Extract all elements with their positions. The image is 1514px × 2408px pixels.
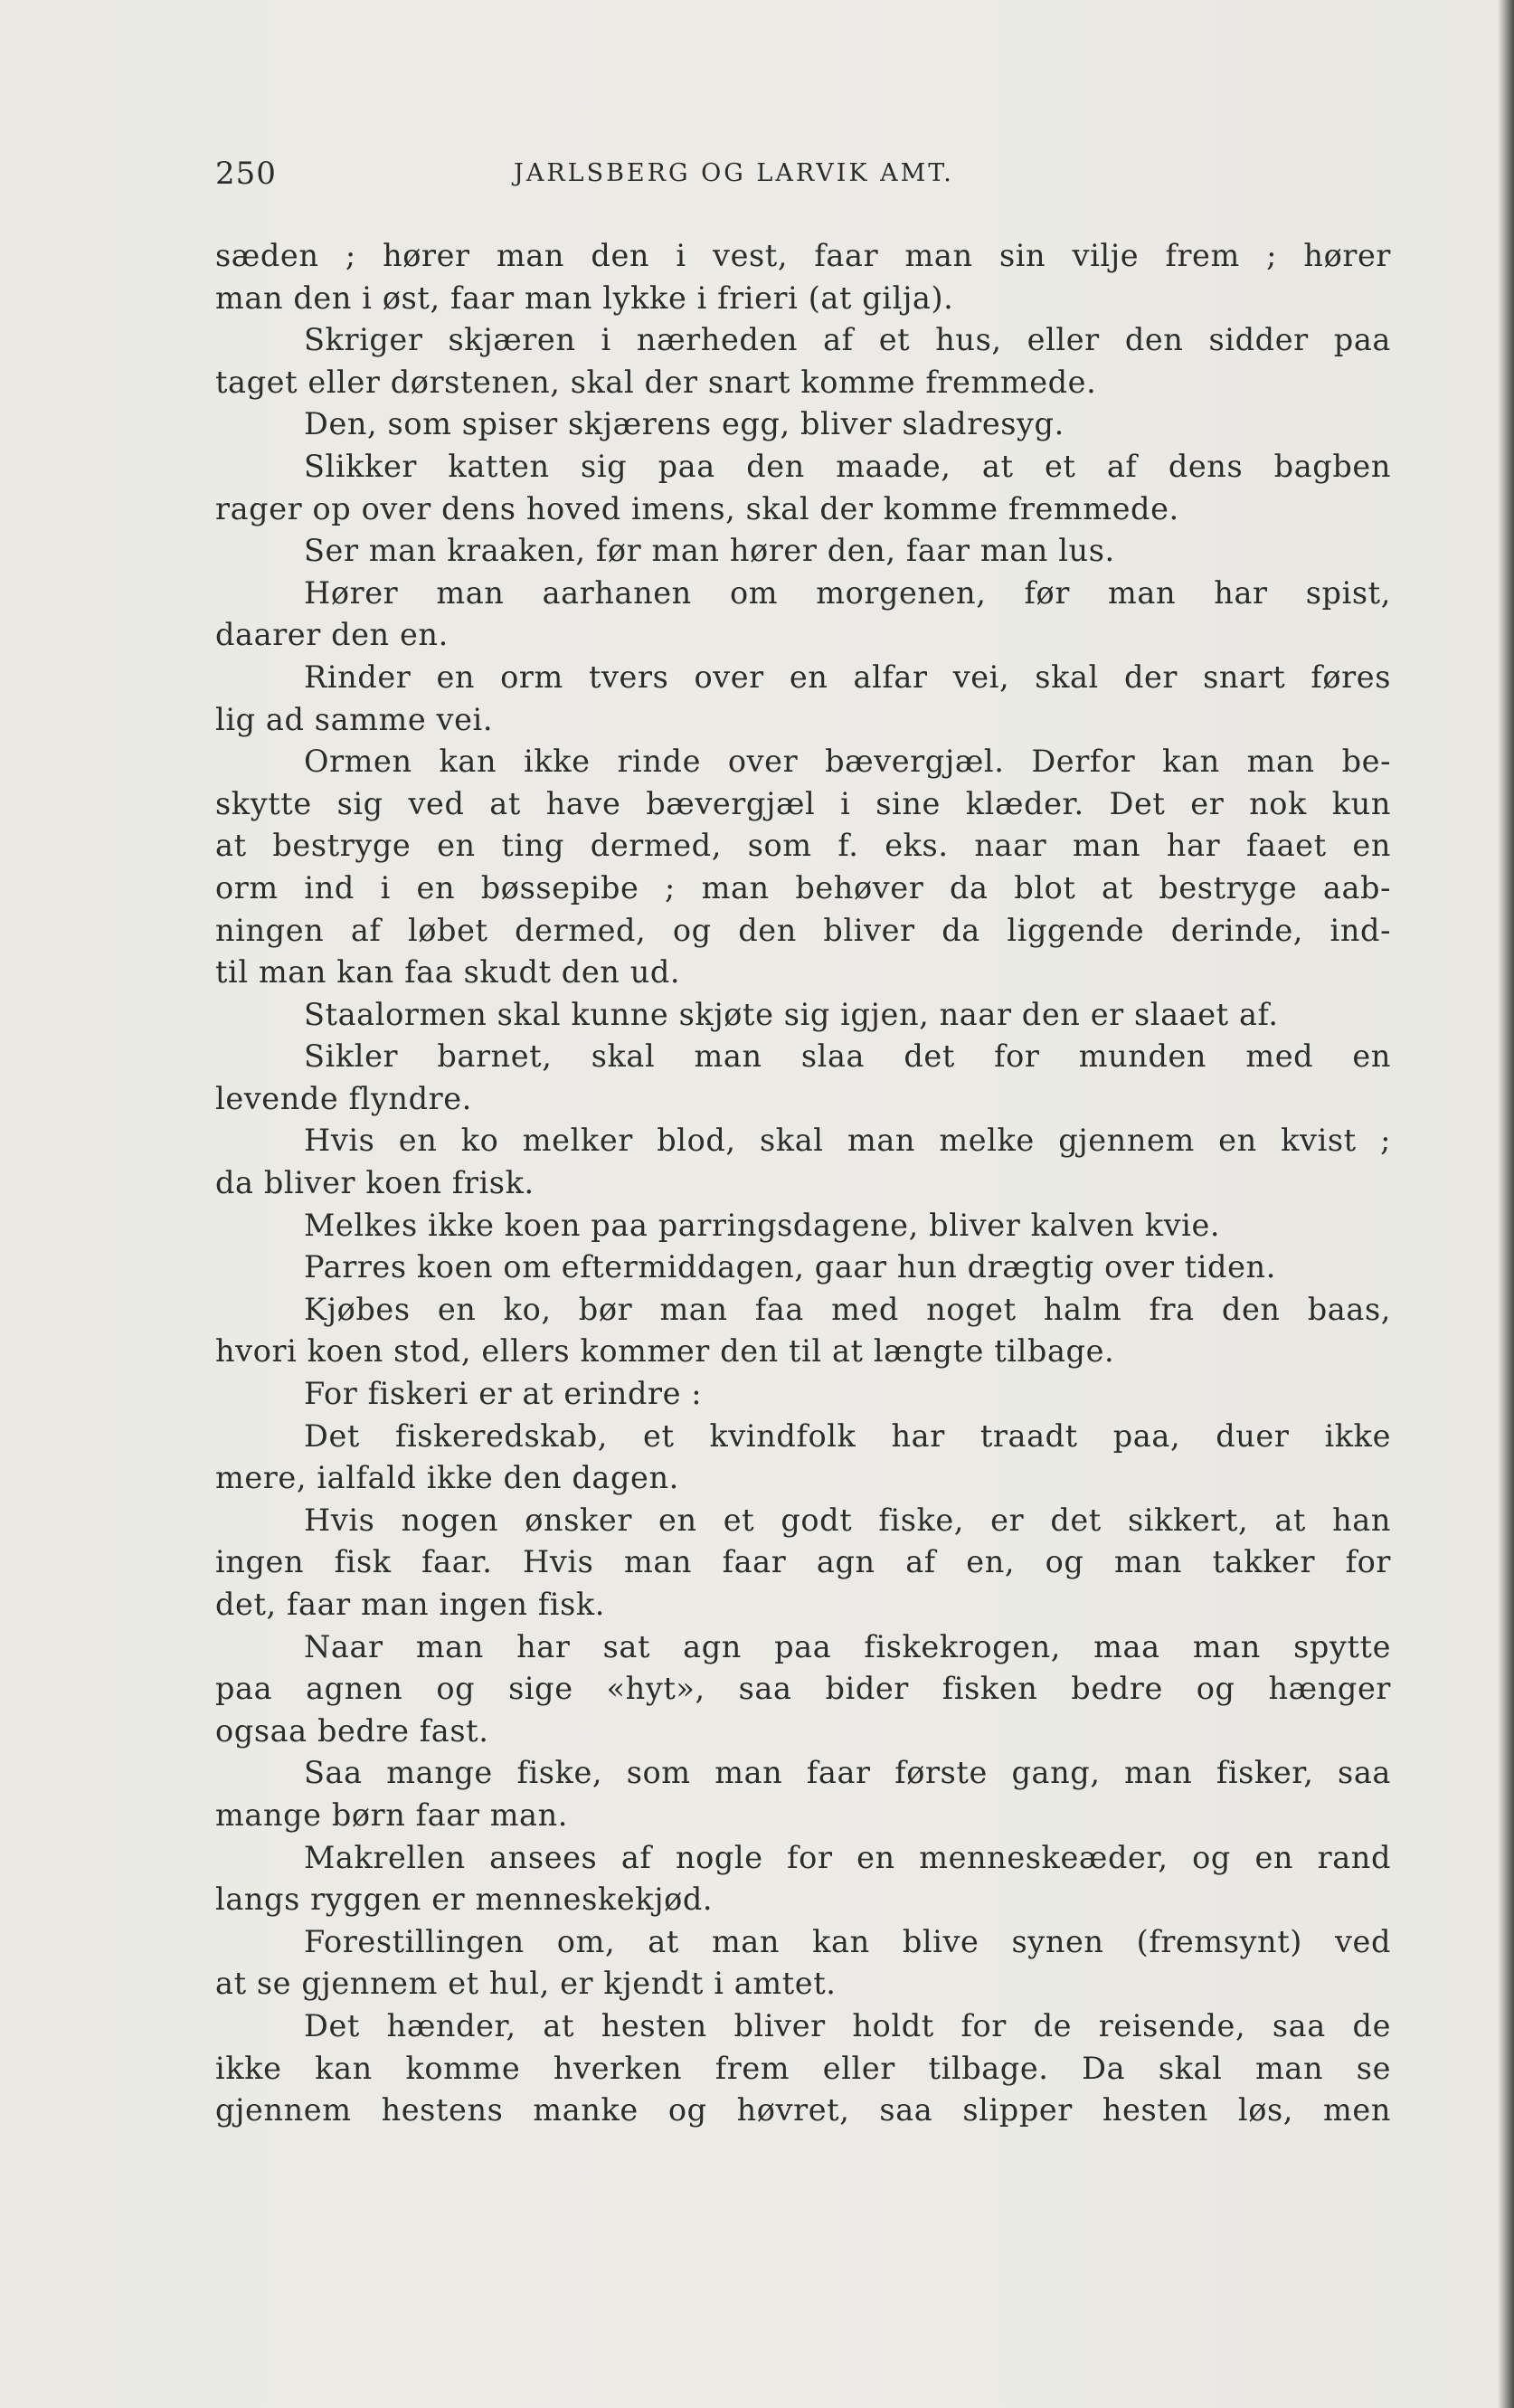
text-line: skytte sig ved at have bævergjæl i sine klæder. Det er nok kun — [215, 785, 1391, 821]
text-line: sæden ; hører man den i vest, faar man sin vilje frem ; hører — [215, 238, 1391, 273]
running-title: JARLSBERG OG LARVIK AMT. — [514, 159, 954, 187]
text-line: lig ad samme vei. — [215, 701, 494, 737]
text-line: Saa mange fiske, som man faar første gang, man fisker, saa — [304, 1755, 1391, 1791]
text-line: Hvis nogen ønsker en et godt fiske, er det sikkert, at han — [304, 1502, 1391, 1538]
text-line: ningen af løbet dermed, og den bliver da liggende derinde, ind- — [215, 912, 1391, 948]
text-line: daarer den en. — [215, 617, 449, 653]
text-line: mange børn faar man. — [215, 1797, 569, 1833]
text-line: Kjøbes en ko, bør man faa med noget halm fra den baas, — [304, 1291, 1391, 1327]
body-text — [215, 235, 1391, 2132]
text-line: For fiskeri er at erindre : — [304, 1376, 703, 1412]
text-line: Ormen kan ikke rinde over bævergjæl. Derfor kan man be- — [304, 744, 1391, 780]
text-line: Det hænder, at hesten bliver holdt for de reisende, saa de — [304, 2007, 1391, 2043]
text-line: Slikker katten sig paa den maade, at et af dens bagben — [304, 448, 1391, 484]
text-line: at se gjennem et hul, er kjendt i amtet. — [215, 1966, 837, 2002]
text-line: mere, ialfald ikke den dagen. — [215, 1460, 679, 1496]
text-line: det, faar man ingen fisk. — [215, 1587, 606, 1622]
text-line: Hvis en ko melker blod, skal man melke gjennem en kvist ; — [304, 1123, 1391, 1159]
text-line: langs ryggen er menneskekjød. — [215, 1882, 714, 1918]
page-edge-shadow — [1498, 0, 1514, 2408]
text-line: Hører man aarhanen om morgenen, før man har spist, — [304, 574, 1391, 611]
text-line: ogsaa bedre fast. — [215, 1712, 489, 1749]
text-line: Skriger skjæren i nærheden af et hus, eller den sidder paa — [304, 322, 1391, 358]
text-line: rager op over dens hoved imens, skal der komme fremmede. — [215, 490, 1179, 526]
text-line: Det fiskeredskab, et kvindfolk har traadt paa, duer ikke — [304, 1417, 1391, 1454]
text-line: Parres koen om eftermiddagen, gaar hun drægtig over tiden. — [304, 1249, 1276, 1285]
page-number: 250 — [215, 156, 277, 192]
text-line: gjennem hestens manke og høvret, saa slipper hesten løs, men — [215, 2092, 1391, 2128]
text-line: at bestryge en ting dermed, som f. eks. naar man har faaet en — [215, 828, 1391, 864]
text-line: Den, som spiser skjærens egg, bliver sladresyg. — [304, 406, 1065, 442]
text-line: ingen fisk faar. Hvis man faar agn af en, og man takker for — [215, 1544, 1391, 1580]
text-line: Ser man kraaken, før man hører den, faar man lus. — [304, 533, 1115, 569]
text-line: Rinder en orm tvers over en alfar vei, skal der snart føres — [304, 659, 1391, 695]
text-line: taget eller dørstenen, skal der snart komme fremmede. — [215, 364, 1097, 400]
text-line: ikke kan komme hverken frem eller tilbage. Da skal man se — [215, 2050, 1391, 2086]
page-header — [215, 156, 1391, 201]
text-line: orm ind i en bøssepibe ; man behøver da blot at bestryge aab- — [215, 869, 1391, 905]
text-line: Naar man har sat agn paa fiskekrogen, maa man spytte — [304, 1628, 1391, 1664]
text-line: da bliver koen frisk. — [215, 1165, 535, 1201]
text-line: paa agnen og sige «hyt», saa bider fisken bedre og hænger — [215, 1671, 1391, 1707]
text-line: til man kan faa skudt den ud. — [215, 954, 681, 991]
text-line: Forestillingen om, at man kan blive synen (fremsynt) ved — [304, 1923, 1391, 1959]
text-line: Staalormen skal kunne skjøte sig igjen, naar den er slaaet af. — [304, 996, 1279, 1032]
text-line: hvori koen stod, ellers kommer den til at længte tilbage. — [215, 1333, 1115, 1370]
text-line: Melkes ikke koen paa parringsdagene, bliver kalven kvie. — [304, 1207, 1221, 1243]
text-line: man den i øst, faar man lykke i frieri (at gilja). — [215, 280, 954, 316]
text-line: levende flyndre. — [215, 1080, 472, 1116]
text-line: Sikler barnet, skal man slaa det for munden med en — [304, 1038, 1391, 1075]
text-line: Makrellen ansees af nogle for en menneskeæder, og en rand — [304, 1839, 1391, 1875]
